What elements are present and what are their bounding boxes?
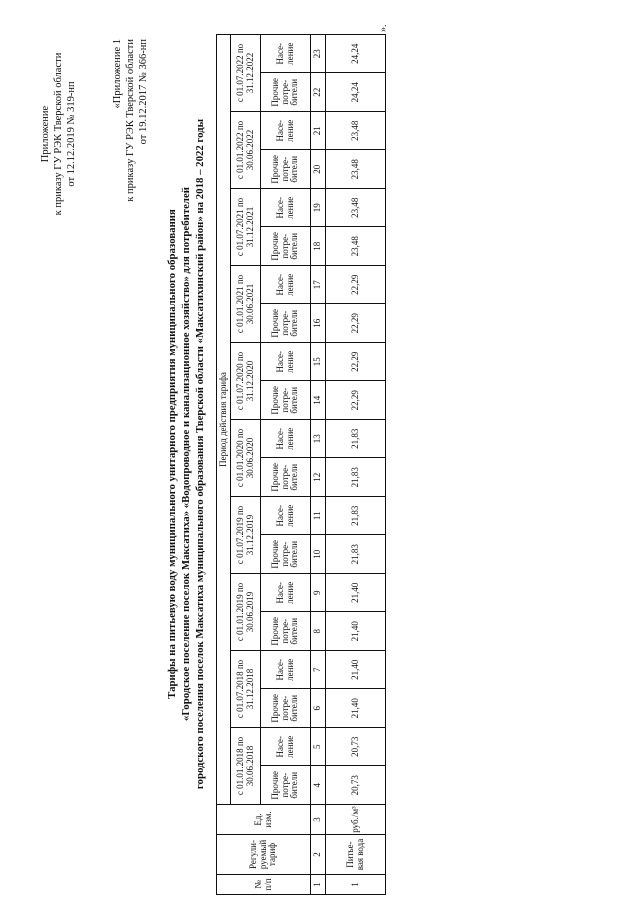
sub-header-other: Прочие потре-бители	[261, 458, 311, 497]
header-line: «Приложение 1	[112, 39, 123, 109]
tariff-value-cell: 21,40	[326, 574, 386, 613]
tariff-value-cell: 21,40	[326, 651, 386, 690]
sub-header-population: Насе-ление	[261, 420, 311, 459]
column-header-period: Период действия тарифа	[217, 34, 231, 804]
consumer-type-row	[261, 34, 311, 894]
tariff-value-cell: 20,73	[326, 766, 386, 805]
tariff-value-cell: 24,24	[326, 34, 386, 73]
sub-header-population: Насе-ление	[261, 651, 311, 690]
column-index-cell: 8	[311, 612, 326, 651]
sub-header-other: Прочие потре-бители	[261, 73, 311, 112]
sub-header-other: Прочие потре-бители	[261, 227, 311, 266]
tariff-value-cell: 23,48	[326, 112, 386, 151]
sub-header-population: Насе-ление	[261, 112, 311, 151]
sub-header-other: Прочие потре-бители	[261, 535, 311, 574]
column-index-cell: 23	[311, 34, 326, 73]
tariff-value-cell: 24,24	[326, 73, 386, 112]
tariff-value-cell: 23,48	[326, 227, 386, 266]
column-index-cell: 20	[311, 150, 326, 189]
tariff-value-cell: 22,29	[326, 381, 386, 420]
tariff-value-cell: 21,83	[326, 535, 386, 574]
closing-quote: ».	[378, 24, 389, 32]
tariff-value-cell: 22,29	[326, 266, 386, 305]
sub-header-population: Насе-ление	[261, 343, 311, 382]
column-index-cell: 3	[311, 805, 326, 835]
period-cell: с 01.01.2021 по 30.06.2021	[231, 266, 261, 343]
column-index-cell: 2	[311, 835, 326, 875]
column-index-row	[311, 34, 326, 894]
row-unit: руб./м³	[326, 805, 386, 835]
tariff-value-cell: 21,40	[326, 689, 386, 728]
header-line: к приказу ГУ РЭК Тверской области	[52, 52, 64, 216]
tariff-value-cell: 22,29	[326, 304, 386, 343]
column-index-cell: 4	[311, 766, 326, 805]
sub-header-other: Прочие потре-бители	[261, 150, 311, 189]
column-index-cell: 14	[311, 381, 326, 420]
tariff-value-cell: 22,29	[326, 343, 386, 382]
column-header-unit: Ед. изм.	[217, 805, 311, 835]
header-line: к приказу ГУ РЭК Тверской области	[124, 39, 136, 202]
column-header-number: № п/п	[217, 875, 311, 895]
period-cell: с 01.07.2018 по 31.12.2018	[231, 651, 261, 728]
sub-header-other: Прочие потре-бители	[261, 304, 311, 343]
sub-header-other: Прочие потре-бители	[261, 381, 311, 420]
column-index-cell: 12	[311, 458, 326, 497]
row-tariff-name: Питье-вая вода	[326, 835, 386, 875]
column-index-cell: 9	[311, 574, 326, 613]
sub-header-population: Насе-ление	[261, 497, 311, 536]
column-index-cell: 16	[311, 304, 326, 343]
period-cell: с 01.01.2022 по 30.06.2022	[231, 112, 261, 189]
row-number: 1	[326, 875, 386, 895]
period-cell: с 01.01.2019 по 30.06.2019	[231, 574, 261, 651]
column-index-cell: 18	[311, 227, 326, 266]
column-index-cell: 21	[311, 112, 326, 151]
header-line: от 12.12.2019 № 319-нп	[65, 81, 77, 187]
column-index-cell: 17	[311, 266, 326, 305]
appendix-header-previous	[112, 39, 150, 269]
column-header-tariff: Регули-руемый тариф	[217, 835, 311, 875]
column-index-cell: 6	[311, 689, 326, 728]
sub-header-other: Прочие потре-бители	[261, 689, 311, 728]
column-index-cell: 10	[311, 535, 326, 574]
tariff-table	[216, 34, 386, 895]
table-row	[326, 34, 386, 894]
column-index-cell: 15	[311, 343, 326, 382]
column-index-cell: 7	[311, 651, 326, 690]
period-cell: с 01.01.2020 по 30.06.2020	[231, 420, 261, 497]
period-cell: с 01.07.2020 по 31.12.2020	[231, 343, 261, 420]
tariff-value-cell: 21,83	[326, 458, 386, 497]
period-cell: с 01.01.2018 по 30.06.2018	[231, 728, 261, 805]
column-index-cell: 11	[311, 497, 326, 536]
column-index-cell: 13	[311, 420, 326, 459]
sub-header-other: Прочие потре-бители	[261, 766, 311, 805]
column-index-cell: 1	[311, 875, 326, 895]
column-index-cell: 5	[311, 728, 326, 767]
column-index-cell: 19	[311, 189, 326, 228]
tariff-value-cell: 21,83	[326, 420, 386, 459]
table-header-row	[217, 34, 231, 894]
document-title-line-2: «Городское поселение поселок Максатиха» «Водопроводное и канализационное хозяйство» для потребителей	[180, 187, 192, 722]
header-line: Приложение	[40, 105, 51, 163]
sub-header-population: Насе-ление	[261, 189, 311, 228]
period-row	[231, 34, 261, 894]
period-cell: с 01.07.2021 по 31.12.2021	[231, 189, 261, 266]
sub-header-population: Насе-ление	[261, 34, 311, 73]
document-title-line-3: городского поселения поселок Максатиха муниципального образования Тверской области «Максатихинский район» на 2018 – 2022 годы	[194, 118, 206, 790]
tariff-value-cell: 21,40	[326, 612, 386, 651]
header-line: от 19.12.2017 № 366-нп	[137, 39, 149, 145]
sub-header-population: Насе-ление	[261, 728, 311, 767]
appendix-header-current	[40, 19, 78, 249]
document-title-line-1: Тарифы на питьевую воду муниципального унитарного предприятия муниципального образования	[166, 209, 178, 699]
period-cell: с 01.07.2019 по 31.12.2019	[231, 497, 261, 574]
tariff-value-cell: 21,83	[326, 497, 386, 536]
sub-header-population: Насе-ление	[261, 574, 311, 613]
period-cell: с 01.07.2022 по 31.12.2022	[231, 34, 261, 111]
tariff-value-cell: 20,73	[326, 728, 386, 767]
tariff-value-cell: 23,48	[326, 150, 386, 189]
column-index-cell: 22	[311, 73, 326, 112]
sub-header-population: Насе-ление	[261, 266, 311, 305]
tariff-value-cell: 23,48	[326, 189, 386, 228]
sub-header-other: Прочие потре-бители	[261, 612, 311, 651]
